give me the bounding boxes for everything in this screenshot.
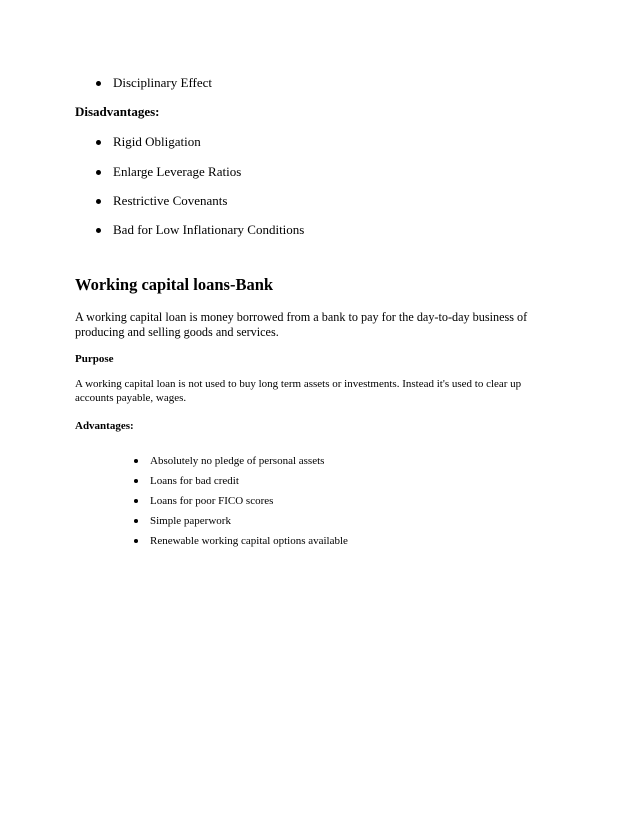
- bullet-icon: [96, 170, 101, 175]
- list-item: Enlarge Leverage Ratios: [113, 164, 242, 179]
- paragraph-line: accounts payable, wages.: [75, 392, 187, 404]
- bullet-icon: [134, 539, 138, 543]
- bullet-icon: [134, 479, 138, 483]
- bullet-icon: [134, 499, 138, 503]
- bullet-icon: [134, 519, 138, 523]
- paragraph-line: A working capital loan is money borrowed from a bank to pay for the day-to-day business of: [75, 310, 528, 324]
- list-item: Absolutely no pledge of personal assets: [150, 455, 325, 467]
- bullet-icon: [134, 459, 138, 463]
- bullet-icon: [96, 140, 101, 145]
- section-heading: Working capital loans-Bank: [75, 275, 274, 294]
- list-item: Restrictive Covenants: [113, 193, 228, 208]
- list-item: Bad for Low Inflationary Conditions: [113, 222, 305, 237]
- bullet-icon: [96, 81, 101, 86]
- advantages-heading: Advantages:: [75, 420, 134, 432]
- bullet-icon: [96, 199, 101, 204]
- list-item: Simple paperwork: [150, 515, 231, 527]
- list-item: Rigid Obligation: [113, 134, 201, 149]
- list-item: Disciplinary Effect: [113, 75, 213, 90]
- paragraph-line: producing and selling goods and services.: [75, 325, 279, 339]
- paragraph-line: A working capital loan is not used to buy long term assets or investments. Instead it's used to clear up: [75, 378, 522, 390]
- bullet-icon: [96, 228, 101, 233]
- list-item: Loans for poor FICO scores: [150, 495, 274, 507]
- list-item: Loans for bad credit: [150, 475, 239, 487]
- disadvantages-heading: Disadvantages:: [75, 104, 160, 119]
- purpose-heading: Purpose: [75, 353, 114, 365]
- list-item: Renewable working capital options available: [150, 535, 348, 547]
